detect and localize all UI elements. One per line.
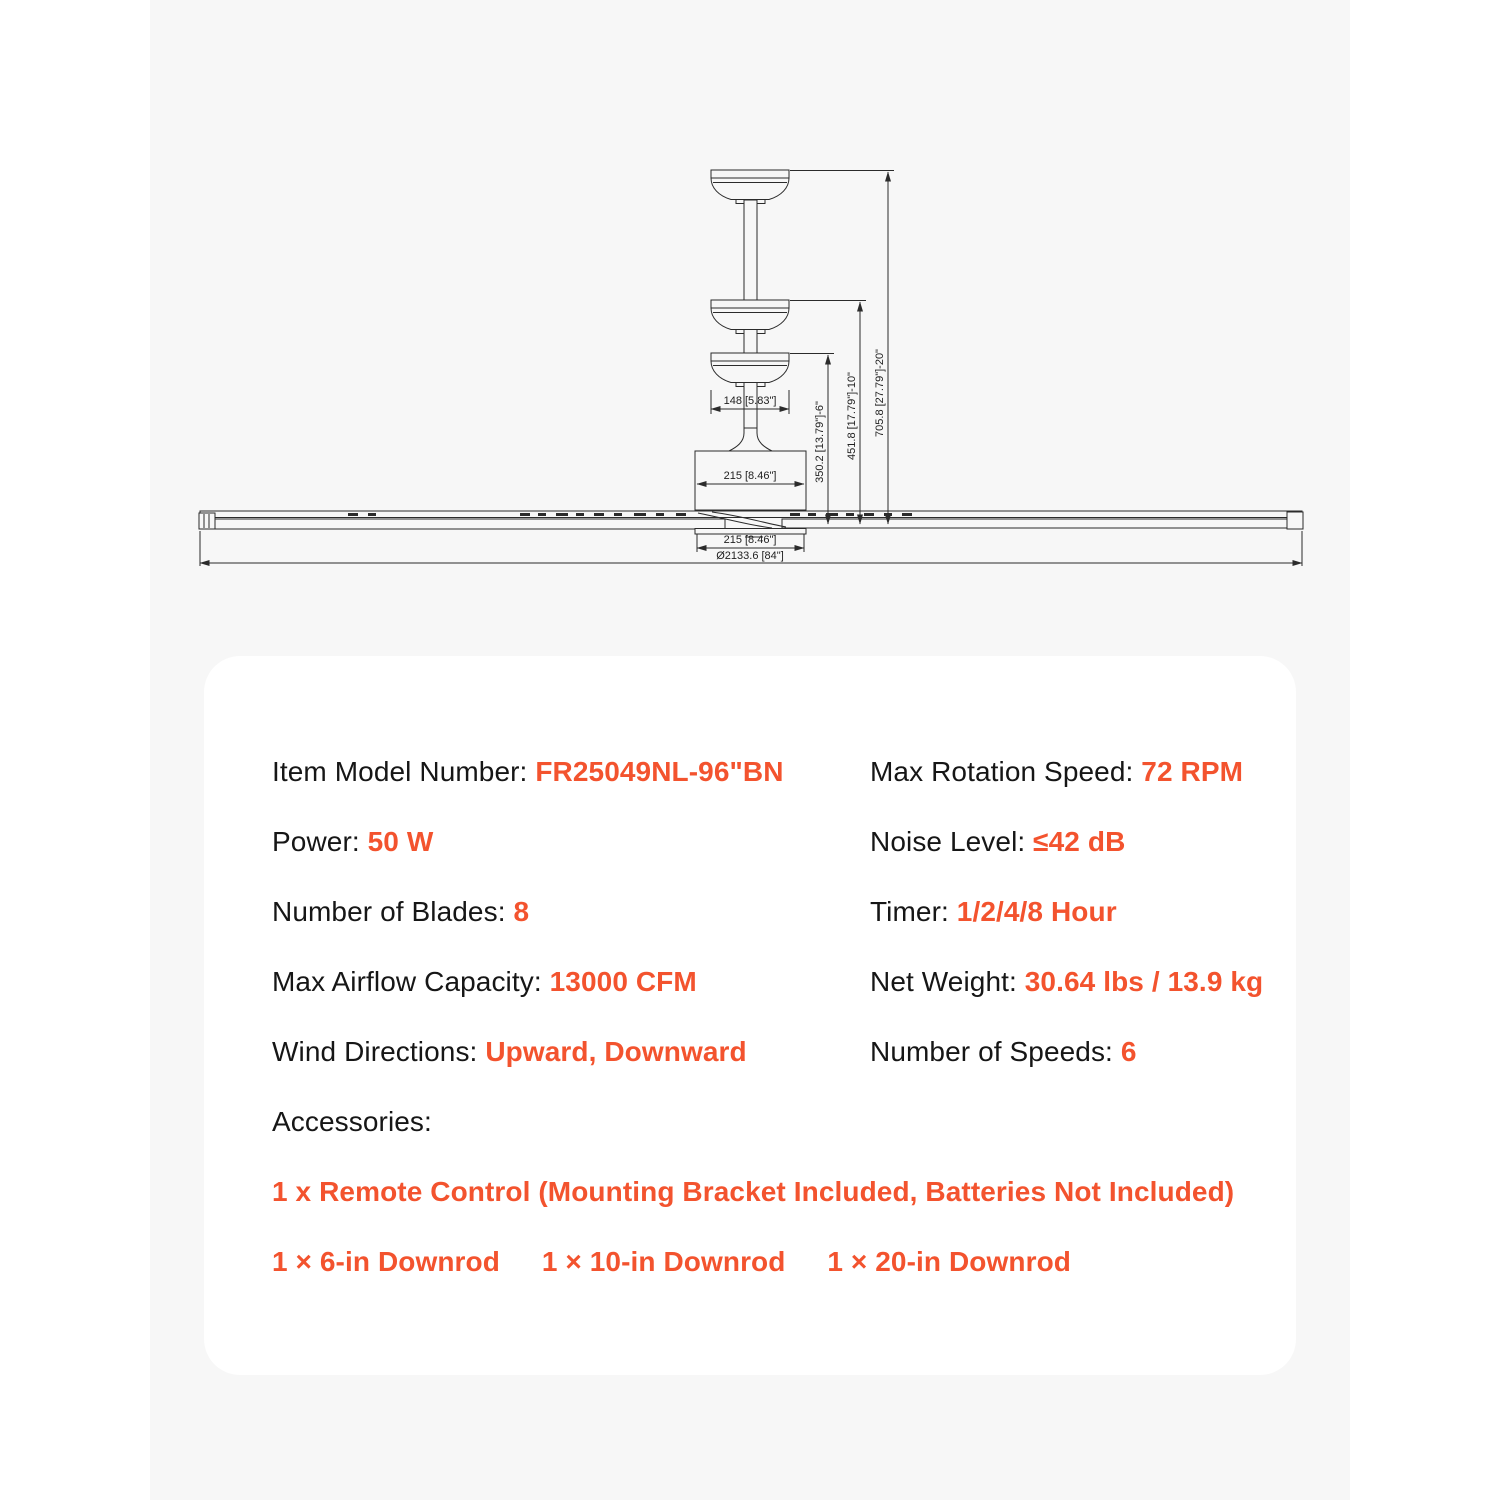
dim-label-height-6in: 350.2 [13.79"]-6"	[814, 401, 826, 483]
spec-max-rotation-speed	[870, 756, 1243, 788]
accessory-downrods	[272, 1246, 1071, 1278]
dim-label-canopy-width: 148 [5.83"]	[723, 395, 777, 407]
motor-mount-flare	[729, 428, 772, 451]
spec-value: 30.64 lbs / 13.9 kg	[1024, 966, 1264, 997]
spec-noise-level	[870, 826, 1125, 858]
fan-technical-drawing	[0, 0, 1500, 620]
accessory-downrod-10in: 1 × 10-in Downrod	[541, 1246, 786, 1277]
dim-label-height-20in: 705.8 [27.79"]-20"	[874, 349, 886, 437]
spec-label: Power:	[272, 826, 368, 857]
spec-value: 50 W	[367, 826, 434, 857]
dim-label-bottom-width: 215 [8.46"]	[723, 534, 777, 546]
spec-max-airflow	[272, 966, 697, 998]
spec-value: FR25049NL-96"BN	[535, 756, 784, 787]
canopy-6in	[711, 353, 789, 387]
spec-number-of-speeds	[870, 1036, 1137, 1068]
spec-label: Net Weight:	[870, 966, 1025, 997]
spec-label: Max Rotation Speed:	[870, 756, 1142, 787]
spec-value: 13000 CFM	[549, 966, 697, 997]
spec-value: 1/2/4/8 Hour	[956, 896, 1117, 927]
dim-label-diameter: Ø2133.6 [84"]	[716, 550, 784, 562]
spec-wind-directions	[272, 1036, 747, 1068]
dim-label-height-10in: 451.8 [17.79"]-10"	[846, 372, 858, 460]
spec-label: Number of Blades:	[272, 896, 514, 927]
spec-label: Noise Level:	[870, 826, 1034, 857]
accessory-downrod-20in: 1 × 20-in Downrod	[827, 1246, 1071, 1277]
spec-value: 8	[513, 896, 530, 927]
spec-value: 72 RPM	[1141, 756, 1244, 787]
canopy-10in	[711, 300, 789, 334]
accessory-remote-control: 1 x Remote Control (Mounting Bracket Included, Batteries Not Included)	[272, 1176, 1235, 1207]
spec-label: Max Airflow Capacity:	[272, 966, 550, 997]
spec-number-of-blades	[272, 896, 529, 928]
accessories-heading: Accessories:	[272, 1106, 432, 1137]
spec-label: Item Model Number:	[272, 756, 536, 787]
spec-value: ≤42 dB	[1033, 826, 1126, 857]
spec-item-model-number	[272, 756, 784, 788]
dim-label-motor-width: 215 [8.46"]	[723, 470, 777, 482]
spec-label: Wind Directions:	[272, 1036, 486, 1067]
accessory-downrod-6in: 1 × 6-in Downrod	[272, 1246, 500, 1277]
spec-power	[272, 826, 433, 858]
spec-value: 6	[1120, 1036, 1137, 1067]
spec-net-weight	[870, 966, 1263, 998]
spec-timer	[870, 896, 1117, 928]
spec-label: Number of Speeds:	[870, 1036, 1121, 1067]
spec-card	[204, 656, 1296, 1375]
spec-label: Timer:	[870, 896, 957, 927]
spec-value: Upward, Downward	[485, 1036, 747, 1067]
canopy-20in	[711, 170, 789, 204]
